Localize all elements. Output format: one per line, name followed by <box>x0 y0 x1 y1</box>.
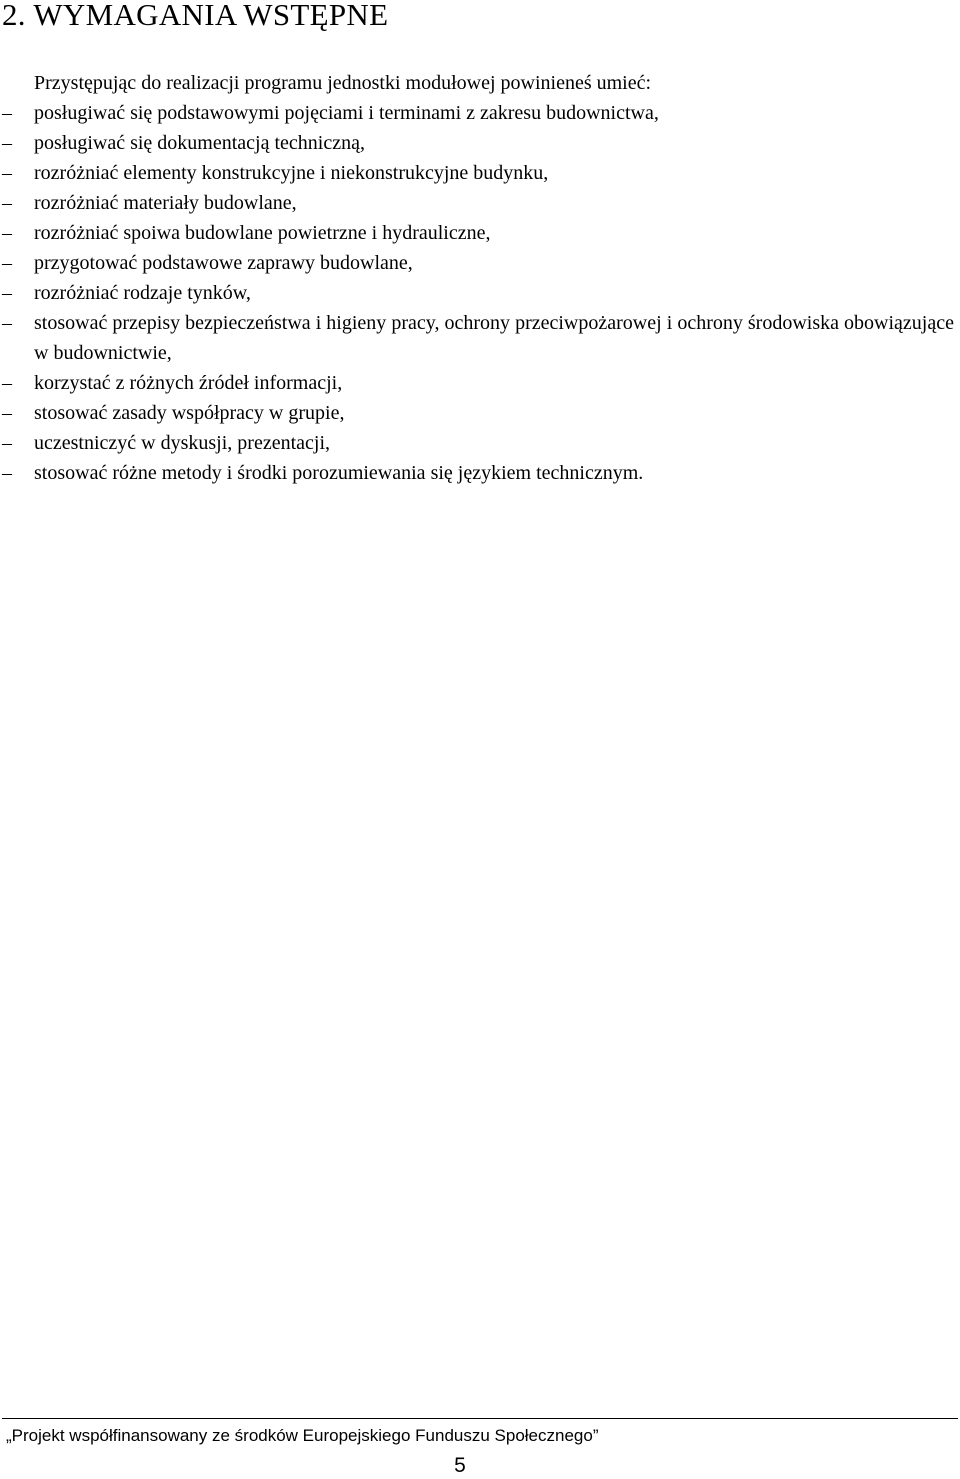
list-item-text: stosować zasady współpracy w grupie, <box>34 402 345 424</box>
dash-bullet-icon: – <box>2 252 12 274</box>
list-item <box>0 218 954 248</box>
page-number: 5 <box>454 1454 466 1477</box>
footer-divider <box>2 1418 958 1419</box>
list-item <box>0 128 954 158</box>
list-item-text: korzystać z różnych źródeł informacji, <box>34 372 343 394</box>
list-item <box>0 278 954 308</box>
list-item <box>0 428 954 458</box>
list-item-text: posługiwać się dokumentacją techniczną, <box>34 132 365 154</box>
list-item <box>0 98 954 128</box>
list-item-text: stosować przepisy bezpieczeństwa i higieny pracy, ochrony przeciwpożarowej i ochrony środowiska obowiązujące w budownictwie, <box>34 312 954 364</box>
list-item-text: stosować różne metody i środki porozumiewania się językiem technicznym. <box>34 462 644 484</box>
dash-bullet-icon: – <box>2 402 12 424</box>
dash-bullet-icon: – <box>2 222 12 244</box>
list-item-text: rozróżniać elementy konstrukcyjne i niekonstrukcyjne budynku, <box>34 162 549 184</box>
intro-text: Przystępując do realizacji programu jednostki modułowej powinieneś umieć: <box>34 72 652 94</box>
list-item <box>0 308 954 368</box>
list-item-text: posługiwać się podstawowymi pojęciami i terminami z zakresu budownictwa, <box>34 102 659 124</box>
dash-bullet-icon: – <box>2 102 12 124</box>
list-item-text: rozróżniać spoiwa budowlane powietrzne i hydrauliczne, <box>34 222 491 244</box>
dash-bullet-icon: – <box>2 282 12 304</box>
list-item <box>0 248 954 278</box>
requirements-list <box>0 98 954 488</box>
list-item-text: rozróżniać materiały budowlane, <box>34 192 297 214</box>
list-item-text: uczestniczyć w dyskusji, prezentacji, <box>34 432 330 454</box>
list-item <box>0 398 954 428</box>
list-item-text: przygotować podstawowe zaprawy budowlane, <box>34 252 413 274</box>
list-item-text: rozróżniać rodzaje tynków, <box>34 282 251 304</box>
list-item <box>0 158 954 188</box>
dash-bullet-icon: – <box>2 432 12 454</box>
dash-bullet-icon: – <box>2 162 12 184</box>
list-item <box>0 368 954 398</box>
dash-bullet-icon: – <box>2 372 12 394</box>
dash-bullet-icon: – <box>2 312 12 334</box>
dash-bullet-icon: – <box>2 132 12 154</box>
dash-bullet-icon: – <box>2 462 12 484</box>
footer-funding-note: „Projekt współfinansowany ze środków Europejskiego Funduszu Społecznego” <box>6 1426 599 1445</box>
list-item <box>0 458 954 488</box>
dash-bullet-icon: – <box>2 192 12 214</box>
section-heading: 2. WYMAGANIA WSTĘPNE <box>2 0 389 32</box>
list-item <box>0 188 954 218</box>
